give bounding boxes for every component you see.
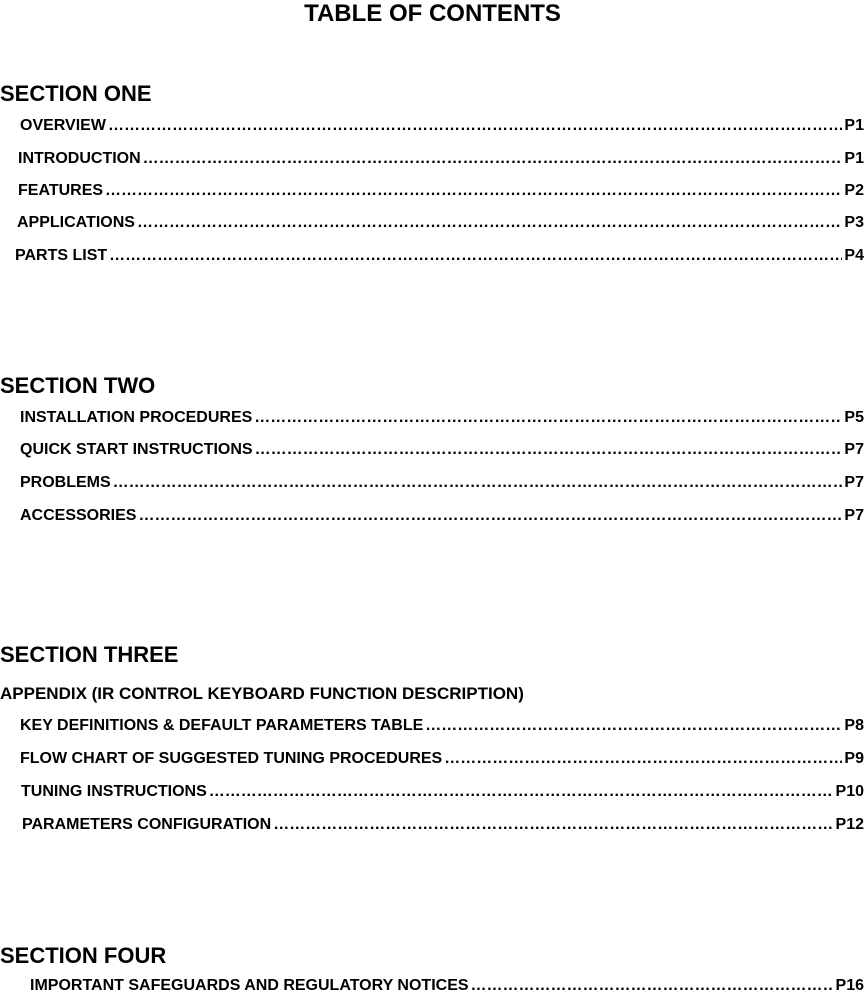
toc-entry-tuning-instructions[interactable] xyxy=(21,782,864,802)
toc-entry-label: INTRODUCTION xyxy=(18,150,141,167)
toc-entry-introduction[interactable] xyxy=(18,149,864,169)
dot-leader xyxy=(138,506,842,526)
toc-entry-label: ACCESSORIES xyxy=(20,507,137,524)
toc-entry-label: FLOW CHART OF SUGGESTED TUNING PROCEDURES xyxy=(20,750,443,767)
section-two-heading: SECTION TWO xyxy=(0,373,156,398)
toc-entry-page: P7 xyxy=(844,474,864,491)
toc-entry-page: P1 xyxy=(844,117,864,134)
toc-entry-label: KEY DEFINITIONS & DEFAULT PARAMETERS TABLE xyxy=(20,717,424,734)
toc-entry-page: P9 xyxy=(844,750,864,767)
toc-entry-overview[interactable] xyxy=(20,116,864,136)
dot-leader xyxy=(425,716,842,736)
toc-entry-page: P12 xyxy=(835,816,864,833)
toc-entry-label: FEATURES xyxy=(18,182,104,199)
toc-title: TABLE OF CONTENTS xyxy=(304,0,561,27)
dot-leader xyxy=(444,749,842,769)
toc-entry-label: QUICK START INSTRUCTIONS xyxy=(20,441,253,458)
toc-entry-label: PROBLEMS xyxy=(20,474,111,491)
toc-entry-page: P7 xyxy=(844,507,864,524)
section-one-heading: SECTION ONE xyxy=(0,81,152,106)
toc-entry-page: P2 xyxy=(844,182,864,199)
toc-entry-page: P10 xyxy=(835,783,864,800)
dot-leader xyxy=(113,473,843,493)
dot-leader xyxy=(209,782,834,802)
toc-entry-quick-start[interactable] xyxy=(20,440,864,460)
toc-entry-label: TUNING INSTRUCTIONS xyxy=(21,783,207,800)
toc-entry-problems[interactable] xyxy=(20,473,864,493)
toc-entry-label: APPLICATIONS xyxy=(17,214,135,231)
toc-entry-label: IMPORTANT SAFEGUARDS AND REGULATORY NOTICES xyxy=(30,977,469,994)
section-three-heading: SECTION THREE xyxy=(0,642,179,667)
dot-leader xyxy=(137,213,842,233)
toc-entry-important-safeguards[interactable] xyxy=(30,976,864,996)
dot-leader xyxy=(109,246,842,266)
toc-entry-flow-chart[interactable] xyxy=(20,749,864,769)
toc-entry-page: P8 xyxy=(844,717,864,734)
dot-leader xyxy=(105,181,842,201)
section-four-heading: SECTION FOUR xyxy=(0,943,167,968)
toc-entry-label: PARAMETERS CONFIGURATION xyxy=(22,816,272,833)
dot-leader xyxy=(471,976,834,996)
dot-leader xyxy=(255,440,843,460)
dot-leader xyxy=(254,408,842,428)
toc-entry-parts-list[interactable] xyxy=(15,246,864,266)
dot-leader xyxy=(108,116,842,136)
toc-entry-key-definitions[interactable] xyxy=(20,716,864,736)
appendix-subheading: APPENDIX (IR CONTROL KEYBOARD FUNCTION DESCRIPTION) xyxy=(0,684,524,703)
toc-entry-page: P16 xyxy=(835,977,864,994)
toc-entry-label: INSTALLATION PROCEDURES xyxy=(20,409,253,426)
toc-entry-accessories[interactable] xyxy=(20,506,864,526)
toc-entry-page: P7 xyxy=(844,441,864,458)
toc-entry-features[interactable] xyxy=(18,181,864,201)
toc-entry-installation-procedures[interactable] xyxy=(20,408,864,428)
toc-entry-page: P1 xyxy=(844,150,864,167)
toc-entry-label: PARTS LIST xyxy=(15,247,108,264)
toc-entry-page: P5 xyxy=(844,409,864,426)
dot-leader xyxy=(273,815,833,835)
toc-entry-parameters-configuration[interactable] xyxy=(22,815,864,835)
toc-entry-label: OVERVIEW xyxy=(20,117,106,134)
toc-entry-page: P4 xyxy=(844,247,864,264)
toc-entry-applications[interactable] xyxy=(17,213,864,233)
dot-leader xyxy=(143,149,843,169)
toc-entry-page: P3 xyxy=(844,214,864,231)
